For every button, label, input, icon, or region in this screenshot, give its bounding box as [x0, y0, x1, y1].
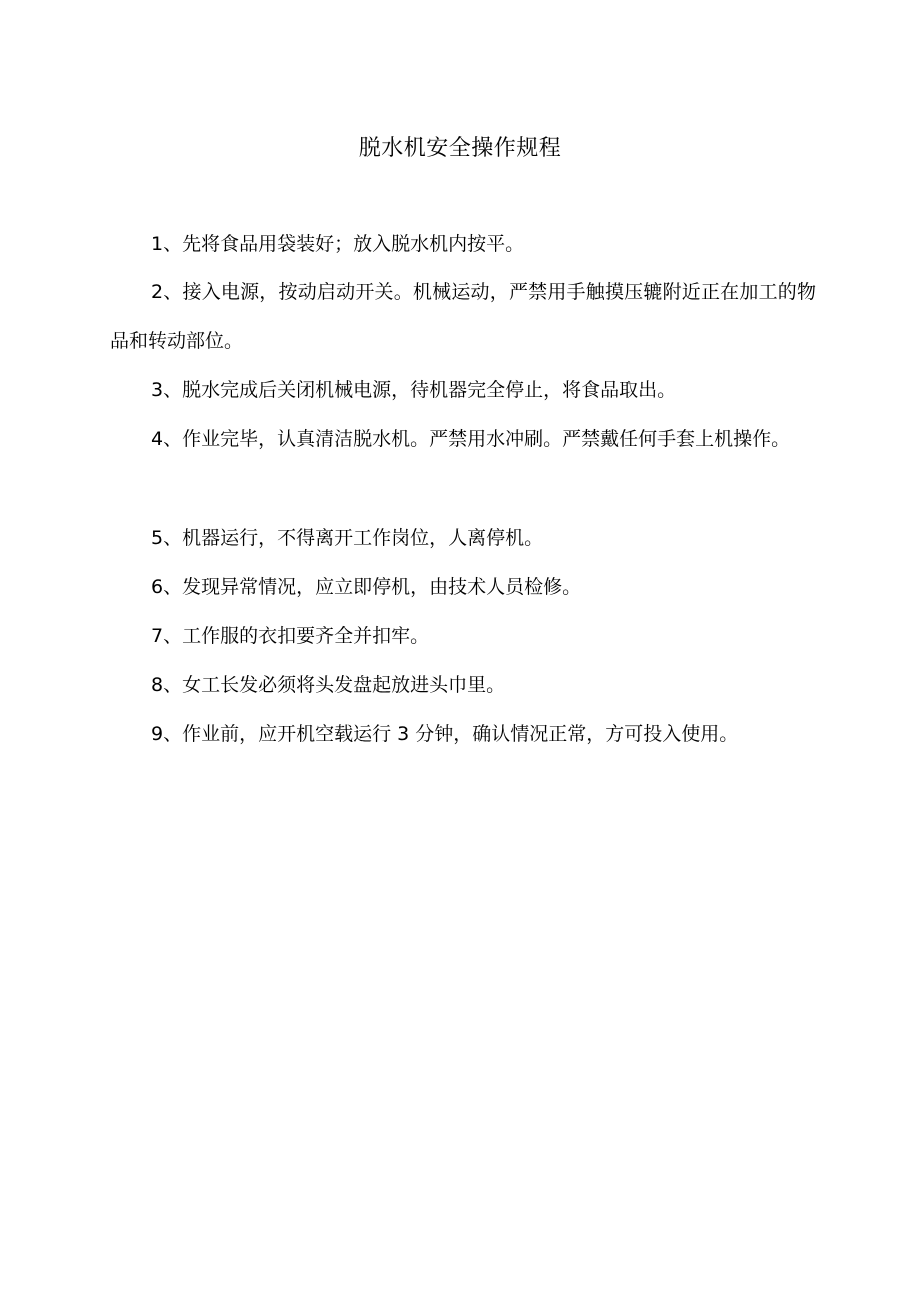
- rule-item-8: 8、女工长发必须将头发盘起放进头巾里。: [151, 674, 506, 696]
- rule-item-2: 2、接入电源，按动启动开关。机械运动，严禁用手触摸压辘附近正在加工的物品和转动部位。: [110, 281, 816, 352]
- rule-item-9: 9、作业前，应开机空载运行 3 分钟，确认情况正常，方可投入使用。: [151, 723, 739, 745]
- rule-item-1: 1、先将食品用袋装好；放入脱水机内按平。: [151, 233, 525, 255]
- rule-item-5: 5、机器运行，不得离开工作岗位，人离停机。: [151, 527, 544, 549]
- rule-item-6: 6、发现异常情况，应立即停机，由技术人员检修。: [151, 576, 582, 598]
- rule-item-3: 3、脱水完成后关闭机械电源，待机器完全停止，将食品取出。: [151, 379, 677, 401]
- document-title: 脱水机安全操作规程: [358, 136, 562, 161]
- rule-item-4: 4、作业完毕，认真清洁脱水机。严禁用水冲刷。严禁戴任何手套上机操作。: [151, 428, 791, 450]
- rule-item-7: 7、工作服的衣扣要齐全并扣牢。: [151, 625, 430, 647]
